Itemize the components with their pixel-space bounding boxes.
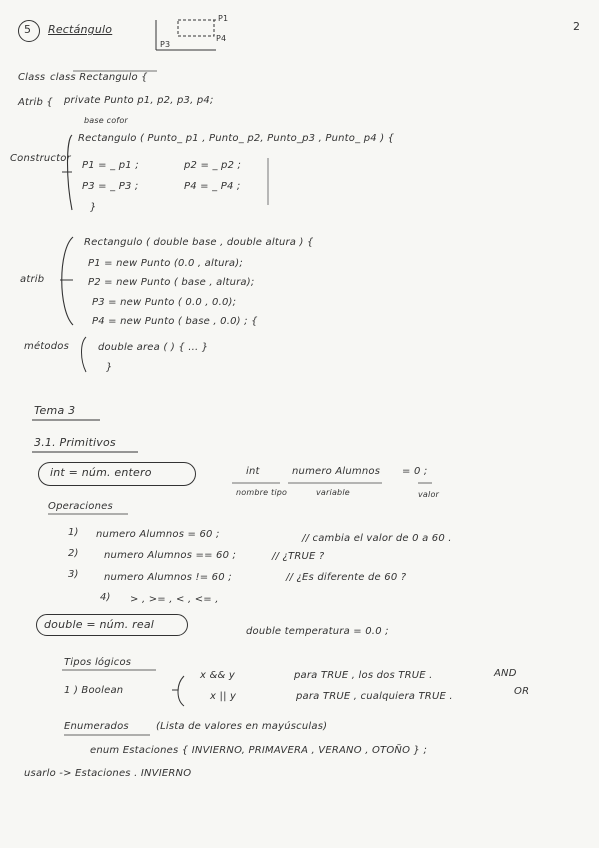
or-desc: para TRUE , cualquiera TRUE . bbox=[296, 691, 453, 702]
page-number: 2 bbox=[573, 20, 581, 33]
atrib-brace bbox=[60, 237, 73, 325]
section-number: 5 bbox=[24, 23, 32, 36]
op-4-expr: > , >= , < , <= , bbox=[130, 594, 219, 605]
op-4-num: 4) bbox=[100, 592, 111, 603]
area-close: } bbox=[106, 362, 113, 373]
metodos-margin: métodos bbox=[24, 341, 70, 352]
rect2-line-3: P3 = new Punto ( 0.0 , 0.0); bbox=[92, 297, 237, 308]
rect2-line-4: P4 = new Punto ( base , 0.0) ; { bbox=[92, 316, 258, 327]
enum-note: (Lista de valores en mayúsculas) bbox=[156, 721, 328, 732]
ctor-line-2a: P3 = _ P3 ; bbox=[82, 181, 139, 192]
int-box: int = núm. entero bbox=[50, 466, 152, 479]
area-line: double area ( ) { ... } bbox=[98, 342, 209, 353]
or-word: OR bbox=[514, 686, 530, 697]
op-2-num: 2) bbox=[68, 548, 79, 559]
constructor-brace bbox=[62, 135, 72, 210]
ctor-close: } bbox=[90, 202, 97, 213]
rect2-line-1: P1 = new Punto (0.0 , altura); bbox=[88, 258, 243, 269]
diagram-label-p1: P1 bbox=[218, 14, 229, 23]
boolean-label: 1 ) Boolean bbox=[64, 685, 124, 696]
decl-eq: = 0 ; bbox=[402, 466, 428, 477]
op-1-comment: // cambia el valor de 0 a 60 . bbox=[302, 533, 452, 544]
usage-line: usarlo -> Estaciones . INVIERNO bbox=[24, 768, 192, 779]
and-word: AND bbox=[494, 668, 517, 679]
diagram-label-p3: P3 bbox=[160, 40, 171, 49]
enum-line: enum Estaciones { INVIERNO, PRIMAVERA , VERANO , OTOÑO } ; bbox=[90, 745, 428, 756]
class-line: class Rectangulo { bbox=[50, 72, 148, 83]
ctor-line-1a: P1 = _ p1 ; bbox=[82, 160, 139, 171]
op-1-expr: numero Alumnos = 60 ; bbox=[96, 529, 220, 540]
double-decl: double temperatura = 0.0 ; bbox=[246, 626, 389, 637]
section-title: Rectángulo bbox=[48, 23, 113, 36]
decl-name: numero Alumnos bbox=[292, 466, 381, 477]
base-note: base cofor bbox=[84, 116, 128, 125]
op-3-num: 3) bbox=[68, 569, 79, 580]
ann-val: valor bbox=[418, 490, 440, 499]
ctor-line-1b: p2 = _ p2 ; bbox=[184, 160, 242, 171]
double-box: double = núm. real bbox=[44, 618, 155, 631]
tema3-title: Tema 3 bbox=[34, 404, 76, 417]
tema3-subtitle: 3.1. Primitivos bbox=[34, 436, 116, 449]
op-3-comment: // ¿Es diferente de 60 ? bbox=[286, 572, 407, 583]
and-expr: x && y bbox=[200, 670, 235, 681]
attr-line: private Punto p1, p2, p3, p4; bbox=[64, 95, 214, 106]
rect2-line-2: P2 = new Punto ( base , altura); bbox=[88, 277, 255, 288]
rect2-signature: Rectangulo ( double base , double altura ) { bbox=[84, 237, 314, 248]
ann-var: variable bbox=[316, 488, 350, 497]
op-2-expr: numero Alumnos == 60 ; bbox=[104, 550, 237, 561]
ann-type: nombre tipo bbox=[236, 488, 288, 497]
op-2-comment: // ¿TRUE ? bbox=[272, 551, 325, 562]
ctor-line-2b: P4 = _ P4 ; bbox=[184, 181, 241, 192]
atrib-margin: atrib bbox=[20, 274, 45, 285]
enumerados-title: Enumerados bbox=[64, 721, 129, 732]
op-3-expr: numero Alumnos != 60 ; bbox=[104, 572, 232, 583]
tipos-logicos-title: Tipos lógicos bbox=[64, 657, 132, 668]
metodos-brace bbox=[82, 337, 87, 372]
and-desc: para TRUE , los dos TRUE . bbox=[294, 670, 433, 681]
or-expr: x || y bbox=[210, 691, 237, 702]
diagram-label-p4: P4 bbox=[216, 34, 227, 43]
attr-margin: Atrib { bbox=[18, 97, 53, 108]
decl-type: int bbox=[246, 466, 260, 477]
operaciones-title: Operaciones bbox=[48, 501, 113, 512]
constructor-signature: Rectangulo ( Punto_ p1 , Punto_ p2, Punto_p3 , Punto_ p4 ) { bbox=[78, 133, 395, 144]
class-margin: Class bbox=[18, 72, 46, 83]
constructor-margin: Constructor bbox=[10, 153, 71, 164]
op-1-num: 1) bbox=[68, 527, 79, 538]
